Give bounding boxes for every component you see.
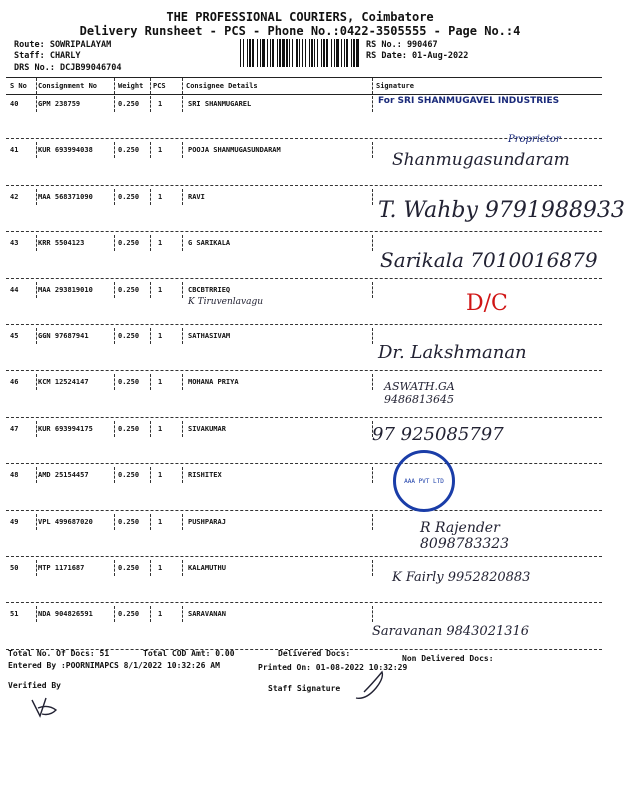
signature-46: ASWATH.GA 9486813645 [384, 380, 455, 406]
total-cod: Total COD Amt: 0.00 [143, 649, 235, 658]
barcode-bar [270, 39, 271, 67]
barcode-bar [309, 39, 310, 67]
printed-on: Printed On: 01-08-2022 10:32:29 [258, 663, 408, 672]
row-weight: 0.250 [118, 146, 140, 155]
row-divider [6, 231, 602, 232]
table-header-rule [6, 94, 602, 95]
column-separator [36, 282, 37, 298]
route-label: Route: SOWRIPALAYAM [14, 40, 112, 50]
col-header-weight: Weight [118, 82, 144, 90]
column-separator [36, 421, 37, 437]
barcode-bar [262, 39, 265, 67]
barcode-bar [272, 39, 274, 67]
row-consignment-no: AMD 25154457 [38, 471, 89, 480]
barcode-bar [331, 39, 332, 67]
barcode-bar [249, 39, 251, 67]
signature-49: R Rajender 8098783323 [420, 520, 510, 552]
column-separator [372, 189, 373, 205]
row-weight: 0.250 [118, 517, 140, 526]
barcode-bar [344, 39, 345, 67]
col-header-signature: Signature [376, 82, 414, 90]
staff-label: Staff: CHARLY [14, 51, 81, 61]
barcode-bar [346, 39, 348, 67]
row-consignee: SATHASIVAM [188, 332, 231, 340]
runsheet-subtitle: Delivery Runsheet - PCS - Phone No.:0422-3505555 - Page No.:4 [79, 24, 521, 38]
barcode-bar [302, 39, 303, 67]
row-pcs: 1 [158, 424, 163, 433]
column-separator [36, 142, 37, 158]
column-separator [150, 467, 151, 483]
column-separator [372, 374, 373, 390]
column-separator [114, 96, 115, 112]
row-consignment-no: KUR 693994038 [38, 146, 93, 155]
column-separator [182, 560, 183, 576]
column-separator [372, 560, 373, 576]
barcode-bar [257, 39, 258, 67]
row-divider [6, 510, 602, 511]
stamp-text: AAA PVT LTD [404, 477, 444, 485]
barcode-bar [267, 39, 268, 67]
row-sno: 45 [10, 332, 19, 340]
row-weight: 0.250 [118, 378, 140, 387]
row-sno: 40 [10, 100, 19, 108]
column-separator [182, 96, 183, 112]
column-separator [114, 560, 115, 576]
column-separator [150, 142, 151, 158]
column-separator [114, 235, 115, 251]
barcode-bar [296, 39, 298, 67]
row-sno: 49 [10, 517, 19, 526]
row-consignee: PUSHPARAJ [188, 517, 226, 526]
staff-signature-scribble [352, 670, 392, 704]
column-separator [114, 282, 115, 298]
barcode-bar [240, 39, 241, 67]
barcode-bar [299, 39, 300, 67]
column-separator [36, 514, 37, 530]
col-header-pcs: PCS [153, 82, 166, 90]
column-separator [150, 560, 151, 576]
delivered-docs: Delivered Docs: [278, 649, 351, 658]
column-separator [372, 467, 373, 483]
company-stamp [393, 450, 455, 512]
row-weight: 0.250 [118, 471, 140, 480]
column-separator [182, 142, 183, 158]
row-divider [6, 463, 602, 464]
column-separator [182, 606, 183, 622]
row-consignment-no: KUR 693994175 [38, 424, 93, 433]
row-divider [6, 324, 602, 325]
barcode-bar [311, 39, 313, 67]
header-column-separator [150, 78, 151, 94]
row-divider [6, 417, 602, 418]
barcode-bar [314, 39, 315, 67]
barcode-bar [260, 39, 261, 67]
column-separator [114, 142, 115, 158]
column-separator [150, 282, 151, 298]
table-top-rule [6, 77, 602, 78]
column-separator [114, 189, 115, 205]
staff-signature-label: Staff Signature [268, 684, 341, 693]
barcode-bar [323, 39, 325, 67]
row-consignee-handwritten-note: K Tiruvenlavagu [188, 296, 264, 307]
row-sno: 42 [10, 192, 19, 201]
entered-by: Entered By :POORNIMAPCS 8/1/2022 10:32:26 AM [8, 661, 220, 670]
row-sno: 47 [10, 424, 19, 433]
total-docs: Total No. Of Docs: 51 [8, 649, 110, 658]
rs-date: RS Date: 01-Aug-2022 [366, 51, 469, 61]
column-separator [114, 374, 115, 390]
signature-47: 97 925085797 [372, 424, 504, 445]
barcode-bar [336, 39, 339, 67]
column-separator [36, 96, 37, 112]
row-divider [6, 370, 602, 371]
column-separator [36, 560, 37, 576]
barcode-bar [321, 39, 322, 67]
row-consignee: POOJA SHANMUGASUNDARAM [188, 146, 281, 155]
barcode [240, 39, 360, 67]
signature-50: K Fairly 9952820883 [392, 570, 531, 585]
column-separator [372, 514, 373, 530]
row-consignee: SIVAKUMAR [188, 424, 226, 433]
signature-43: Sarikala 7010016879 [380, 248, 598, 272]
row-consignee: CBCBTRRIEQ [188, 285, 231, 294]
column-separator [182, 235, 183, 251]
row-sno: 50 [10, 564, 19, 572]
drs-number: DRS No.: DCJB99046704 [14, 63, 122, 73]
row-pcs: 1 [158, 239, 163, 248]
stamp-sri-shanmugavel: For SRI SHANMUGAVEL INDUSTRIES [378, 96, 560, 106]
column-separator [36, 606, 37, 622]
column-separator [114, 421, 115, 437]
row-pcs: 1 [158, 332, 163, 340]
barcode-bar [279, 39, 281, 67]
column-separator [150, 96, 151, 112]
row-consignee: RAVI [188, 192, 205, 201]
column-separator [182, 467, 183, 483]
column-separator [36, 189, 37, 205]
row-divider [6, 278, 602, 279]
signature-42: T. Wahby 9791988933 [378, 198, 625, 223]
row-sno: 46 [10, 378, 19, 387]
rs-number: RS No.: 990467 [366, 40, 438, 50]
row-consignment-no: GPM 238759 [38, 100, 81, 108]
barcode-bar [289, 39, 290, 67]
row-weight: 0.250 [118, 192, 140, 201]
barcode-bar [277, 39, 278, 67]
signature-51: Saravanan 9843021316 [372, 624, 530, 639]
dc-mark: D/C [466, 291, 508, 316]
column-separator [114, 467, 115, 483]
row-consignee: KALAMUTHU [188, 564, 226, 572]
barcode-bar [356, 39, 359, 67]
column-separator [150, 514, 151, 530]
column-separator [372, 235, 373, 251]
barcode-bar [353, 39, 355, 67]
column-separator [182, 189, 183, 205]
row-divider [6, 185, 602, 186]
column-separator [182, 328, 183, 344]
row-pcs: 1 [158, 285, 163, 294]
barcode-bar [243, 39, 244, 67]
row-pcs: 1 [158, 564, 163, 572]
row-pcs: 1 [158, 378, 163, 387]
row-sno: 41 [10, 146, 19, 155]
column-separator [372, 328, 373, 344]
row-consignment-no: KRR 5504123 [38, 239, 85, 248]
row-weight: 0.250 [118, 424, 140, 433]
barcode-bar [334, 39, 335, 67]
row-consignment-no: KCM 12524147 [38, 378, 89, 387]
col-header-consignment: Consignment No [38, 82, 98, 90]
non-delivered-docs: Non Delivered Docs: [402, 654, 494, 663]
column-separator [150, 328, 151, 344]
row-pcs: 1 [158, 146, 163, 155]
row-pcs: 1 [158, 471, 163, 480]
column-separator [182, 374, 183, 390]
row-weight: 0.250 [118, 332, 140, 340]
column-separator [150, 606, 151, 622]
row-weight: 0.250 [118, 285, 140, 294]
header-column-separator [372, 78, 373, 94]
column-separator [114, 514, 115, 530]
barcode-bar [247, 39, 248, 67]
company-title: THE PROFESSIONAL COURIERS, Coimbatore [166, 10, 434, 24]
row-divider [6, 602, 602, 603]
barcode-bar [286, 39, 288, 67]
row-consignee: G SARIKALA [188, 239, 231, 248]
column-separator [182, 514, 183, 530]
column-separator [372, 142, 373, 158]
row-consignment-no: MAA 293819010 [38, 285, 93, 294]
proprietor-text: Proprietor [508, 134, 561, 145]
row-consignment-no: MTP 1171687 [38, 564, 85, 572]
col-header-sno: S No [10, 82, 27, 90]
row-consignee: RISHITEX [188, 471, 222, 480]
signature-45: Dr. Lakshmanan [378, 342, 527, 363]
row-weight: 0.250 [118, 610, 140, 619]
verified-by-label: Verified By [8, 681, 61, 690]
column-separator [150, 235, 151, 251]
row-weight: 0.250 [118, 100, 140, 108]
row-pcs: 1 [158, 517, 163, 526]
column-separator [372, 282, 373, 298]
row-pcs: 1 [158, 192, 163, 201]
column-separator [150, 189, 151, 205]
column-separator [114, 606, 115, 622]
column-separator [372, 96, 373, 112]
barcode-bar [252, 39, 254, 67]
row-sno: 48 [10, 471, 19, 480]
row-sno: 51 [10, 610, 19, 619]
column-separator [36, 467, 37, 483]
barcode-bar [326, 39, 328, 67]
row-sno: 43 [10, 239, 19, 248]
signature-41: Shanmugasundaram [392, 150, 570, 170]
row-consignee: MOHANA PRIYA [188, 378, 239, 387]
row-consignment-no: GGN 97687941 [38, 332, 89, 340]
row-weight: 0.250 [118, 239, 140, 248]
row-sno: 44 [10, 285, 19, 294]
column-separator [36, 374, 37, 390]
row-divider [6, 556, 602, 557]
row-consignee: SRI SHANMUGAREL [188, 100, 252, 108]
column-separator [150, 374, 151, 390]
row-consignment-no: NDA 904826591 [38, 610, 93, 619]
column-separator [150, 421, 151, 437]
column-separator [182, 282, 183, 298]
column-separator [36, 328, 37, 344]
row-weight: 0.250 [118, 564, 140, 572]
barcode-bar [292, 39, 293, 67]
header-column-separator [182, 78, 183, 94]
row-pcs: 1 [158, 610, 163, 619]
barcode-bar [317, 39, 318, 67]
verifier-signature-scribble [28, 694, 68, 722]
row-consignment-no: MAA 568371090 [38, 192, 93, 201]
barcode-bar [351, 39, 352, 67]
header-column-separator [114, 78, 115, 94]
row-consignment-no: VPL 499687020 [38, 517, 93, 526]
row-pcs: 1 [158, 100, 163, 108]
col-header-consignee: Consignee Details [186, 82, 258, 90]
column-separator [114, 328, 115, 344]
barcode-bar [341, 39, 342, 67]
header-column-separator [36, 78, 37, 94]
column-separator [372, 606, 373, 622]
column-separator [182, 421, 183, 437]
barcode-bar [305, 39, 306, 67]
barcode-bar [282, 39, 285, 67]
column-separator [36, 235, 37, 251]
row-consignee: SARAVANAN [188, 610, 226, 619]
